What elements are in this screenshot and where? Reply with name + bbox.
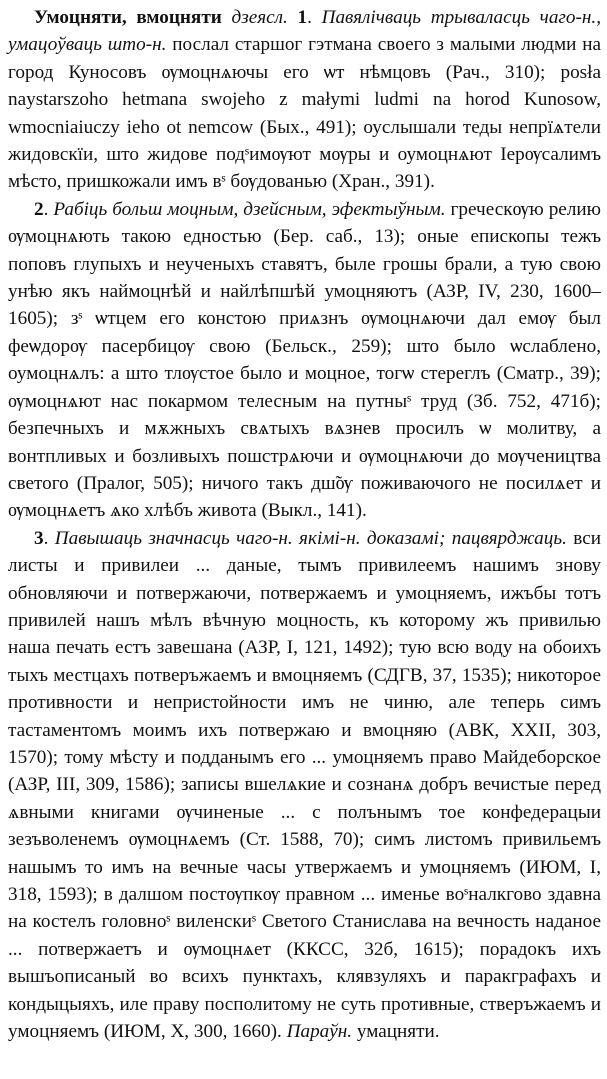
sense-definition: Павялічваць трываласць чаго-н., умацоўваць што-н. bbox=[8, 7, 602, 56]
sense-number: 2 bbox=[34, 198, 44, 220]
crossref-word: умацняти. bbox=[356, 1021, 440, 1043]
sense-3-paragraph: 3. Павышаць значнасць чаго-н. якімі-н. доказамі; пацвярджаць. вси листы и привилеи ... даные, тымъ привилеемъ нашимъ знову обновляючи и потвержаючи, потвержаемъ и умоцняемъ, ижъбы тотъ привилей нашъ мѣлъ вѣчную моцность, къ которому жъ привилью наша печать естъ завешана (АЗР, I, 121, 1492); тую всю воду на обоихъ тыхъ местцахъ потверъжаемъ и вмоцняемъ (СДГВ, 37, 1535); никоторое противности и непристойности имъ не чиню, але теперь симъ тастаментомъ моимъ ихъ потвержаю и вмоцняю (АВК, XXII, 303, 1570); тому мѣсту и подданымъ его ... умоцняемъ право Майдеборское (АЗР, III, 309, 1586); записы вшелѧкие и сознанѧ добръ вечистые перед ѧвными книгами ѹчиненые ... с полънымъ тое конфедерацыи зезъволенемъ ѹмоцнѧемъ (Ст. 1588, 70); симъ листомъ привильемъ нашымъ то имъ на вечные часы утвержаемъ и умоцняемъ (ИЮМ, I, 318, 1593); в далшом постѹпкѹ правном ... именье воˢналкгово здавна на костелъ головноˢ виленскиˢ Светого Станислава на вечность наданое ... потвержаетъ и ѹмоцнѧет (ККСС, 32б, 1615); порадокъ ихъ вышъописаный во всихъ пунктахъ, клявзуляхъ и паракграфахъ и кондыцыяхъ, иле праву посполитому не суть противные, стверъжаемъ и умоцняемъ (ИЮМ, X, 300, 1660). Параўн. умацняти. bbox=[8, 527, 601, 1043]
sense-number: 3 bbox=[34, 527, 44, 549]
sense-definition: Павышаць значнасць чаго-н. якімі-н. доказамі; пацвярджаць. bbox=[54, 527, 567, 549]
sense-citations: послал старшог гэтмана своего з малыми людми на город Куносовъ ѹмоцнѧючы его ѡт нѣмцовъ (Рач., 310); posła naystarszoho hetmana swojeho z małymi ludmi na horod Kunosow, wmocniaiuczy ieho ot nemcow (Бых., 491); оуслышали теды непрїѧтели жидовскїи, што жидове подˢимѹют мѹры и оумоцнѧют Іерѹсалимъ мѣсто, пришкожали имъ вˢ бѹдованью (Хран., 391). bbox=[8, 34, 601, 193]
sense-citations: вси листы и привилеи ... даные, тымъ привилеемъ нашимъ знову обновляючи и потвержаючи, потвержаемъ и умоцняемъ, ижъбы тотъ привилей нашъ мѣлъ вѣчную моцность, къ которому жъ привилью наша печать естъ завешана (АЗР, I, 121, 1492); тую всю воду на обоихъ тыхъ местцахъ потверъжаемъ и вмоцняемъ (СДГВ, 37, 1535); никоторое противности и непристойности имъ не чиню, але теперь симъ тастаментомъ моимъ ихъ потвержаю и вмоцняю (АВК, XXII, 303, 1570); тому мѣсту и подданымъ его ... умоцняемъ право Майдеборское (АЗР, III, 309, 1586); записы вшелѧкие и сознанѧ добръ вечистые перед ѧвными книгами ѹчиненые ... с полънымъ тое конфедерацыи зезъволенемъ ѹмоцнѧемъ (Ст. 1588, 70); симъ листомъ привильемъ нашымъ то имъ на вечные часы утвержаемъ и умоцняемъ (ИЮМ, I, 318, 1593); в далшом постѹпкѹ правном ... именье воˢналкгово здавна на костелъ головноˢ виленскиˢ Светого Станислава на вечность наданое ... потвержаетъ и ѹмоцнѧет (ККСС, 32б, 1615); порадокъ ихъ вышъописаный во всихъ пунктахъ, клявзуляхъ и паракграфахъ и кондыцыяхъ, иле праву посполитому не суть противные, стверъжаемъ и умоцняемъ (ИЮМ, X, 300, 1660). bbox=[8, 527, 601, 1043]
crossref-label: Параўн. bbox=[286, 1021, 353, 1043]
sense-definition: Рабіць больш моцным, дзейсным, эфектыўным. bbox=[53, 198, 446, 220]
sense-2-paragraph: 2. Рабіць больш моцным, дзейсным, эфектыўным. греческѹю релию ѹмоцнѧють такою едностью (Бер. саб., 13); оные епископы тежъ поповъ глупыхъ и неученыхъ ставятъ, быле грошы брали, а тую свою унѣю якъ наймоцнѣй и найлѣпшѣй умоцняютъ (АЗР, IV, 230, 1600–1605); зˢ ѡтцем его констою приѧзнъ ѹмоцнѧючи дал емѹ был феѡдорѹ пасербицѹ свою (Бельск., 259); што было ѡслаблено, оумоцнѧлъ: а што тлѹстое было и моцное, тогѡ стереглъ (Сматр., 39); ѹмоцнѧют нас покармом телесным на путныˢ труд (Зб. 752, 471б); безпечныхъ и мѫжныхъ свѧтыхъ вѧзнев просилъ ѡ молитву, а вонтпливых и бозливыхъ пошстрѧючи и ѹмоцнѧючи до мѹчеництва светого (Пралог, 505); ничого такъ дш̃ѹ поживаючого не посилѧет и ѹмоцнѧетъ ѧко хлѣбъ живота (Выкл., 141). bbox=[8, 198, 602, 522]
headword: Умоцняти, вмоцняти bbox=[34, 7, 222, 28]
sense-citations: греческѹю релию ѹмоцнѧють такою едностью (Бер. саб., 13); оные епископы тежъ поповъ глупыхъ и неученыхъ ставятъ, быле грошы брали, а тую свою унѣю якъ наймоцнѣй и найлѣпшѣй умоцняютъ (АЗР, IV, 230, 1600–1605); зˢ ѡтцем его констою приѧзнъ ѹмоцнѧючи дал емѹ был феѡдорѹ пасербицѹ свою (Бельск., 259); што было ѡслаблено, оумоцнѧлъ: а што тлѹстое было и моцное, тогѡ стереглъ (Сматр., 39); ѹмоцнѧют нас покармом телесным на путныˢ труд (Зб. 752, 471б); безпечныхъ и мѫжныхъ свѧтыхъ вѧзнев просилъ ѡ молитву, а вонтпливых и бозливыхъ пошстрѧючи и ѹмоцнѧючи до мѹчеництва светого (Пралог, 505); ничого такъ дш̃ѹ поживаючого не посилѧет и ѹмоцнѧетъ ѧко хлѣбъ живота (Выкл., 141). bbox=[8, 198, 602, 522]
sense-number: 1 bbox=[297, 7, 308, 28]
part-of-speech: дзеясл. bbox=[231, 7, 288, 28]
sense-1-paragraph: Умоцняти, вмоцняти дзеясл. 1. Павялічваць трываласць чаго-н., умацоўваць што-н. послал старшог гэтмана своего з малыми людми на город Куносовъ ѹмоцнѧючы его ѡт нѣмцовъ (Рач., 310); posła naystarszoho hetmana swojeho z małymi ludmi na horod Kunosow, wmocniaiuczy ieho ot nemcow (Бых., 491); оуслышали теды непрїѧтели жидовскїи, што жидове подˢимѹют мѹры и оумоцнѧют Іерѹсалимъ мѣсто, пришкожали имъ вˢ бѹдованью (Хран., 391). bbox=[8, 7, 602, 193]
